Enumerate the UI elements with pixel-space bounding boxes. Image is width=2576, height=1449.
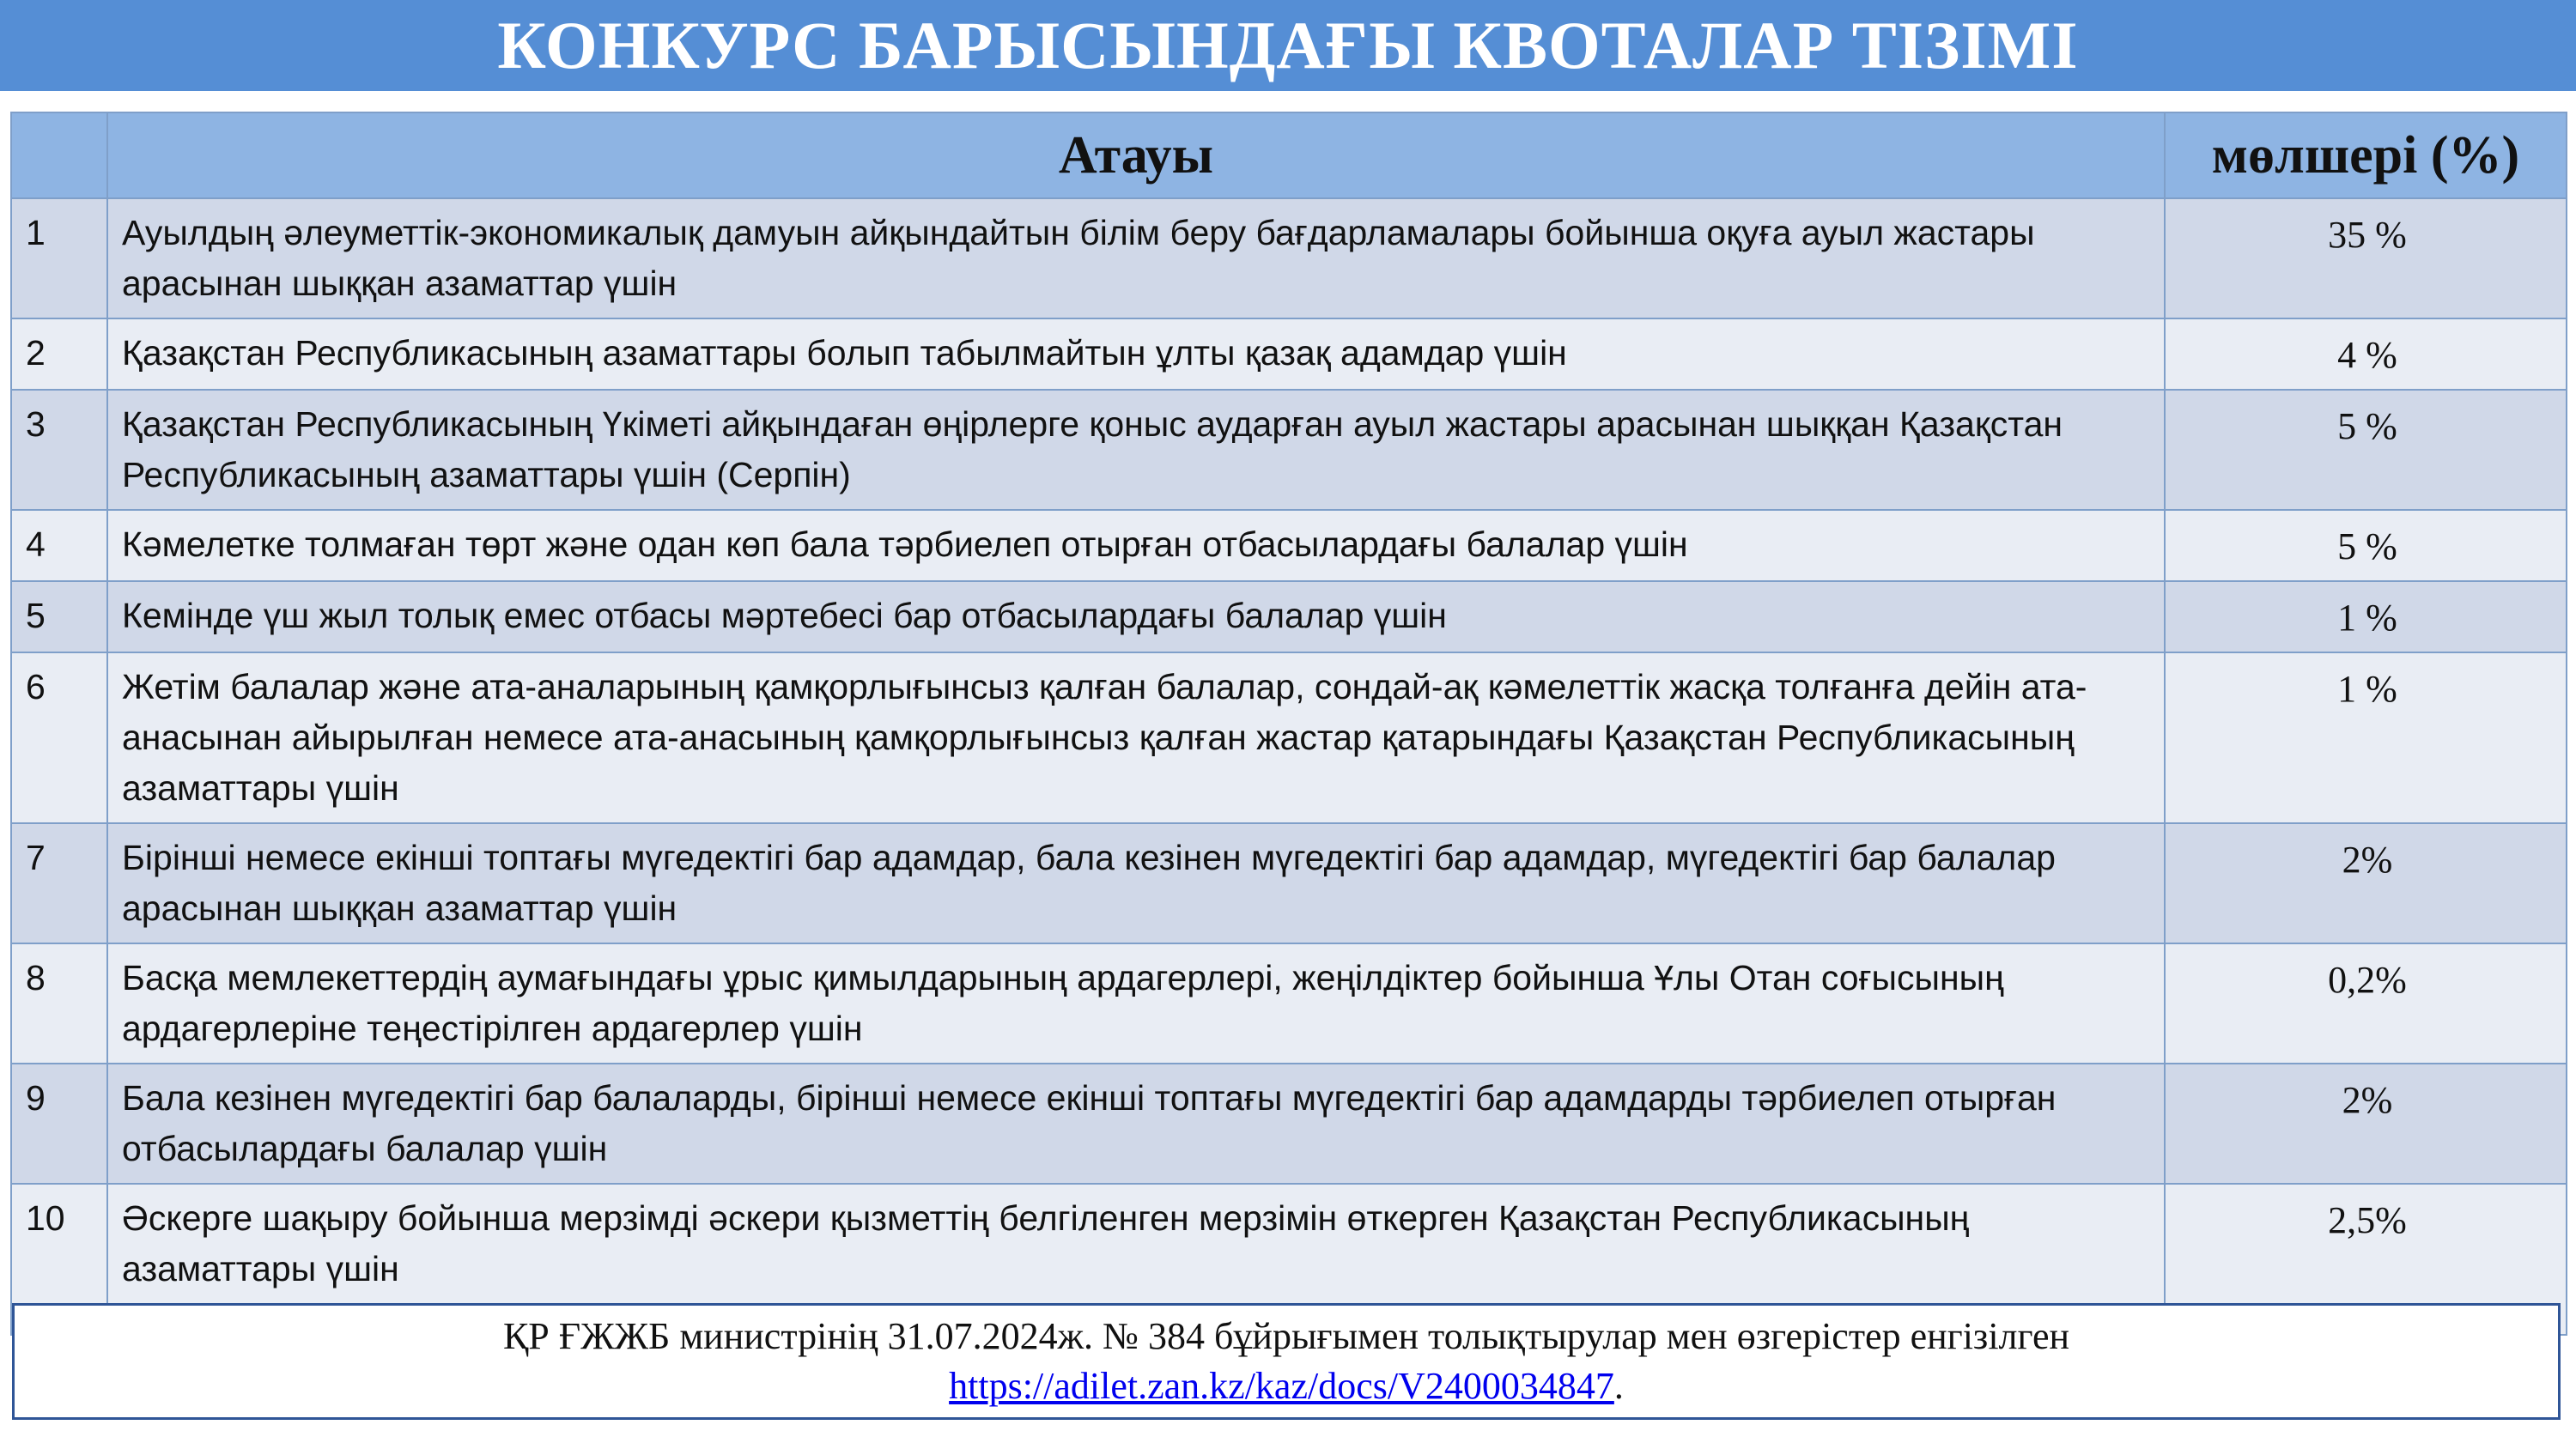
row-number: 10 [11,1184,107,1335]
row-amount: 35 % [2165,198,2567,318]
source-link[interactable]: https://adilet.zan.kz/kaz/docs/V2400034847 [949,1365,1614,1407]
row-number: 6 [11,652,107,823]
header-name: Атауы [107,112,2165,198]
table-row [11,652,2567,823]
row-name: Қазақстан Республикасының Үкіметі айқындаған өңірлерге қоныс аударған ауыл жастары арасынан шыққан Қазақстан Республикасының азаматтары үшін (Серпін) [107,390,2165,510]
table-row [11,318,2567,390]
table-header-row [11,112,2567,198]
row-name: Бірінші немесе екінші топтағы мүгедектігі бар адамдар, бала кезінен мүгедектігі бар адамдар, мүгедектігі бар балалар арасынан шыққан азаматтар үшін [107,823,2165,943]
note-link-line [949,1361,1624,1411]
table-row [11,1064,2567,1184]
row-number: 5 [11,581,107,652]
row-amount: 1 % [2165,581,2567,652]
row-amount: 5 % [2165,390,2567,510]
row-name: Басқа мемлекеттердің аумағындағы ұрыс қимылдарының ардагерлері, жеңілдіктер бойынша Ұлы Отан соғысының ардагерлеріне теңестірілген ардагерлер үшін [107,943,2165,1064]
row-amount: 2,5% [2165,1184,2567,1335]
table-row [11,510,2567,581]
table-row [11,198,2567,318]
row-amount: 2% [2165,1064,2567,1184]
row-number: 4 [11,510,107,581]
row-name: Жетім балалар және ата-аналарының қамқорлығынсыз қалған балалар, сондай-ақ кәмелеттік жасқа толғанға дейін ата-анасынан айырылған немесе ата-анасының қамқорлығынсыз қалған жастар қатарындағы Қазақстан Республикасының азаматтары үшін [107,652,2165,823]
header-number [11,112,107,198]
quota-table [10,112,2567,1336]
row-name: Әскерге шақыру бойынша мерзімді әскери қызметтің белгіленген мерзімін өткерген Қазақстан Республикасының азаматтары үшін [107,1184,2165,1335]
source-note [12,1303,2561,1420]
row-amount: 5 % [2165,510,2567,581]
note-text: ҚР ҒЖЖБ министрінің 31.07.2024ж. № 384 бұйрығымен толықтырулар мен өзгерістер енгізілген [502,1315,2070,1357]
header-amount: мөлшері (%) [2165,112,2567,198]
row-name: Кемінде үш жыл толық емес отбасы мәртебесі бар отбасылардағы балалар үшін [107,581,2165,652]
row-number: 3 [11,390,107,510]
page-title: КОНКУРС БАРЫСЫНДАҒЫ КВОТАЛАР ТІЗІМІ [497,8,2079,82]
row-number: 9 [11,1064,107,1184]
row-number: 7 [11,823,107,943]
table-row [11,823,2567,943]
row-amount: 0,2% [2165,943,2567,1064]
title-banner [0,0,2576,91]
table-row [11,390,2567,510]
row-amount: 1 % [2165,652,2567,823]
row-number: 2 [11,318,107,390]
table-row [11,581,2567,652]
row-number: 1 [11,198,107,318]
row-number: 8 [11,943,107,1064]
row-name: Ауылдың әлеуметтік-экономикалық дамуын айқындайтын білім беру бағдарламалары бойынша оқуға ауыл жастары арасынан шыққан азаматтар үшін [107,198,2165,318]
row-amount: 4 % [2165,318,2567,390]
note-suffix: . [1613,1365,1624,1407]
row-name: Бала кезінен мүгедектігі бар балаларды, бірінші немесе екінші топтағы мүгедектігі бар адамдарды тәрбиелеп отырған отбасылардағы балалар үшін [107,1064,2165,1184]
table-row [11,943,2567,1064]
row-amount: 2% [2165,823,2567,943]
row-name: Қазақстан Республикасының азаматтары болып табылмайтын ұлты қазақ адамдар үшін [107,318,2165,390]
row-name: Кәмелетке толмаған төрт және одан көп бала тәрбиелеп отырған отбасылардағы балалар үшін [107,510,2165,581]
